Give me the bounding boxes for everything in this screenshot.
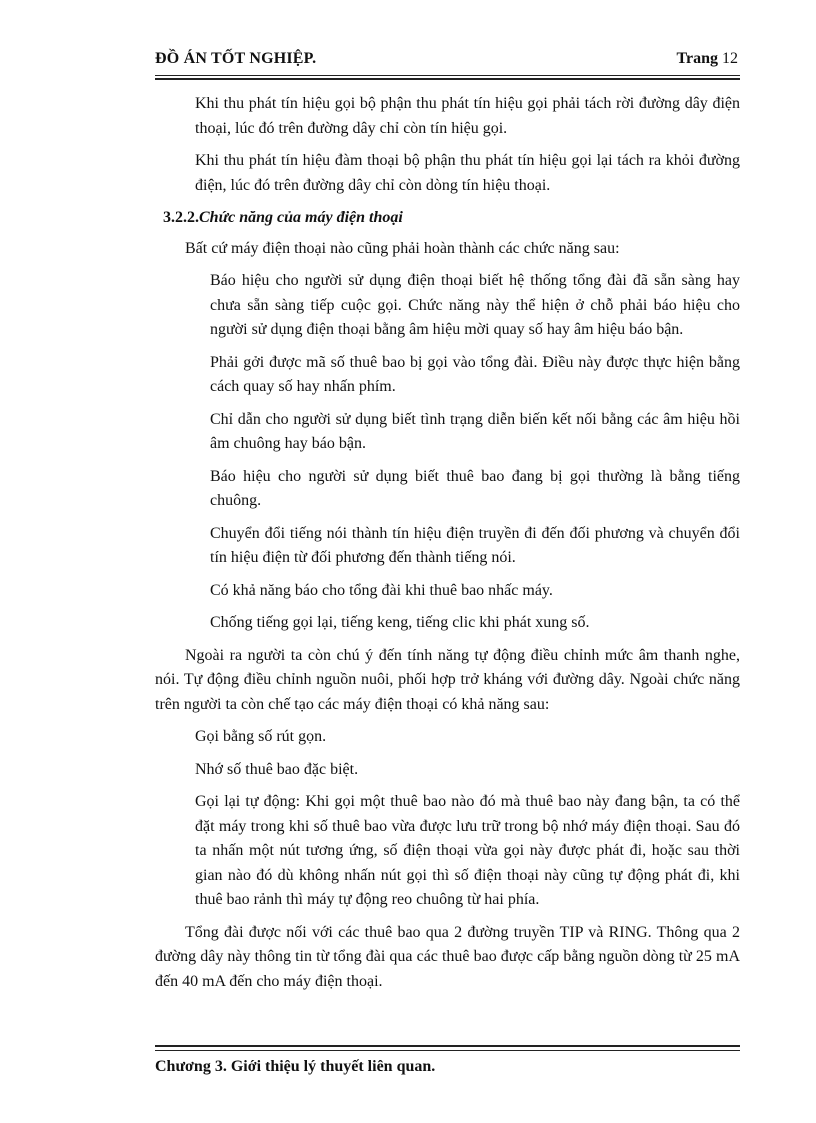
paragraph: Khi thu phát tín hiệu đàm thoại bộ phận thu phát tín hiệu gọi lại tách ra khỏi đường điện, lúc đó trên đường dây chỉ còn dòng tín hiệu thoại.: [195, 152, 740, 194]
page-label: Trang: [676, 50, 718, 67]
page-number: 12: [722, 50, 738, 67]
list-item: Nhớ số thuê bao đặc biệt.: [195, 760, 359, 778]
list-item: Chỉ dẫn cho người sử dụng biết tình trạng diễn biến kết nối bằng các âm hiệu hồi âm chuông hay báo bận.: [210, 410, 740, 452]
section-number: 3.2.2.: [163, 209, 199, 226]
section-title: Chức năng của máy điện thoại: [199, 209, 403, 226]
section-heading: [163, 206, 740, 231]
list-item: Có khả năng báo cho tổng đài khi thuê bao nhấc máy.: [210, 581, 553, 599]
list-item: Báo hiệu cho người sử dụng điện thoại biết hệ thống tổng đài đã sẵn sàng hay chưa sẵn sàng tiếp cuộc gọi. Chức năng này thể hiện ở chỗ phải báo hiệu cho người sử dụng điện thoại bằng âm hiệu mời quay số hay âm hiệu báo bận.: [210, 272, 740, 338]
header-divider: [155, 75, 740, 80]
footer-divider: [155, 1045, 740, 1051]
list-item: Phải gởi được mã số thuê bao bị gọi vào tổng đài. Điều này được thực hiện bằng cách quay số hay nhấn phím.: [210, 353, 740, 395]
list-item: Chống tiếng gọi lại, tiếng keng, tiếng clic khi phát xung số.: [210, 614, 590, 631]
intro-text: Bất cứ máy điện thoại nào cũng phải hoàn thành các chức năng sau:: [185, 239, 620, 257]
page-header: [155, 46, 740, 76]
list-item: Gọi bằng số rút gọn.: [195, 728, 327, 745]
page-indicator: [677, 50, 738, 68]
paragraph: Tổng đài được nối với các thuê bao qua 2 đường truyền TIP và RING. Thông qua 2 đường dây này thông tin từ tổng đài qua các thuê bao được cấp bằng nguồn dòng từ 25 mA đến 40 mA đến cho máy điện thoại.: [155, 923, 740, 990]
list-item: Chuyển đổi tiếng nói thành tín hiệu điện truyền đi đến đối phương và chuyển đổi tín hiệu điện từ đối phương đến thành tiếng nói.: [210, 524, 740, 566]
paragraph: Ngoài ra người ta còn chú ý đến tính năng tự động điều chỉnh mức âm thanh nghe, nói. Tự động điều chỉnh nguồn nuôi, phối hợp trở kháng với đường dây. Ngoài chức năng trên người ta còn chế tạo các máy điện thoại có khả năng sau:: [155, 646, 740, 713]
page-body: [155, 92, 740, 1002]
list-item: Gọi lại tự động: Khi gọi một thuê bao nào đó mà thuê bao này đang bận, ta có thể đặt máy trong khi số thuê bao vừa được lưu trữ trong bộ nhớ máy điện thoại. Sau đó ta nhấn một nút tương ứng, số điện thoại vừa gọi này được phát đi, hoặc sau thời gian nào đó dù không nhấn nút gọi thì số điện thoại này cũng tự động phát đi, khi thuê bao rảnh thì máy tự động reo chuông từ hai phía.: [195, 793, 740, 908]
document-title: ĐỒ ÁN TỐT NGHIỆP.: [155, 50, 317, 67]
list-item: Báo hiệu cho người sử dụng biết thuê bao đang bị gọi thường là bằng tiếng chuông.: [210, 467, 740, 509]
chapter-footer: Chương 3. Giới thiệu lý thuyết liên quan.: [155, 1058, 436, 1075]
paragraph: Khi thu phát tín hiệu gọi bộ phận thu phát tín hiệu gọi phải tách rời đường dây điện thoại, lúc đó trên đường dây chỉ còn tín hiệu gọi.: [195, 95, 740, 137]
